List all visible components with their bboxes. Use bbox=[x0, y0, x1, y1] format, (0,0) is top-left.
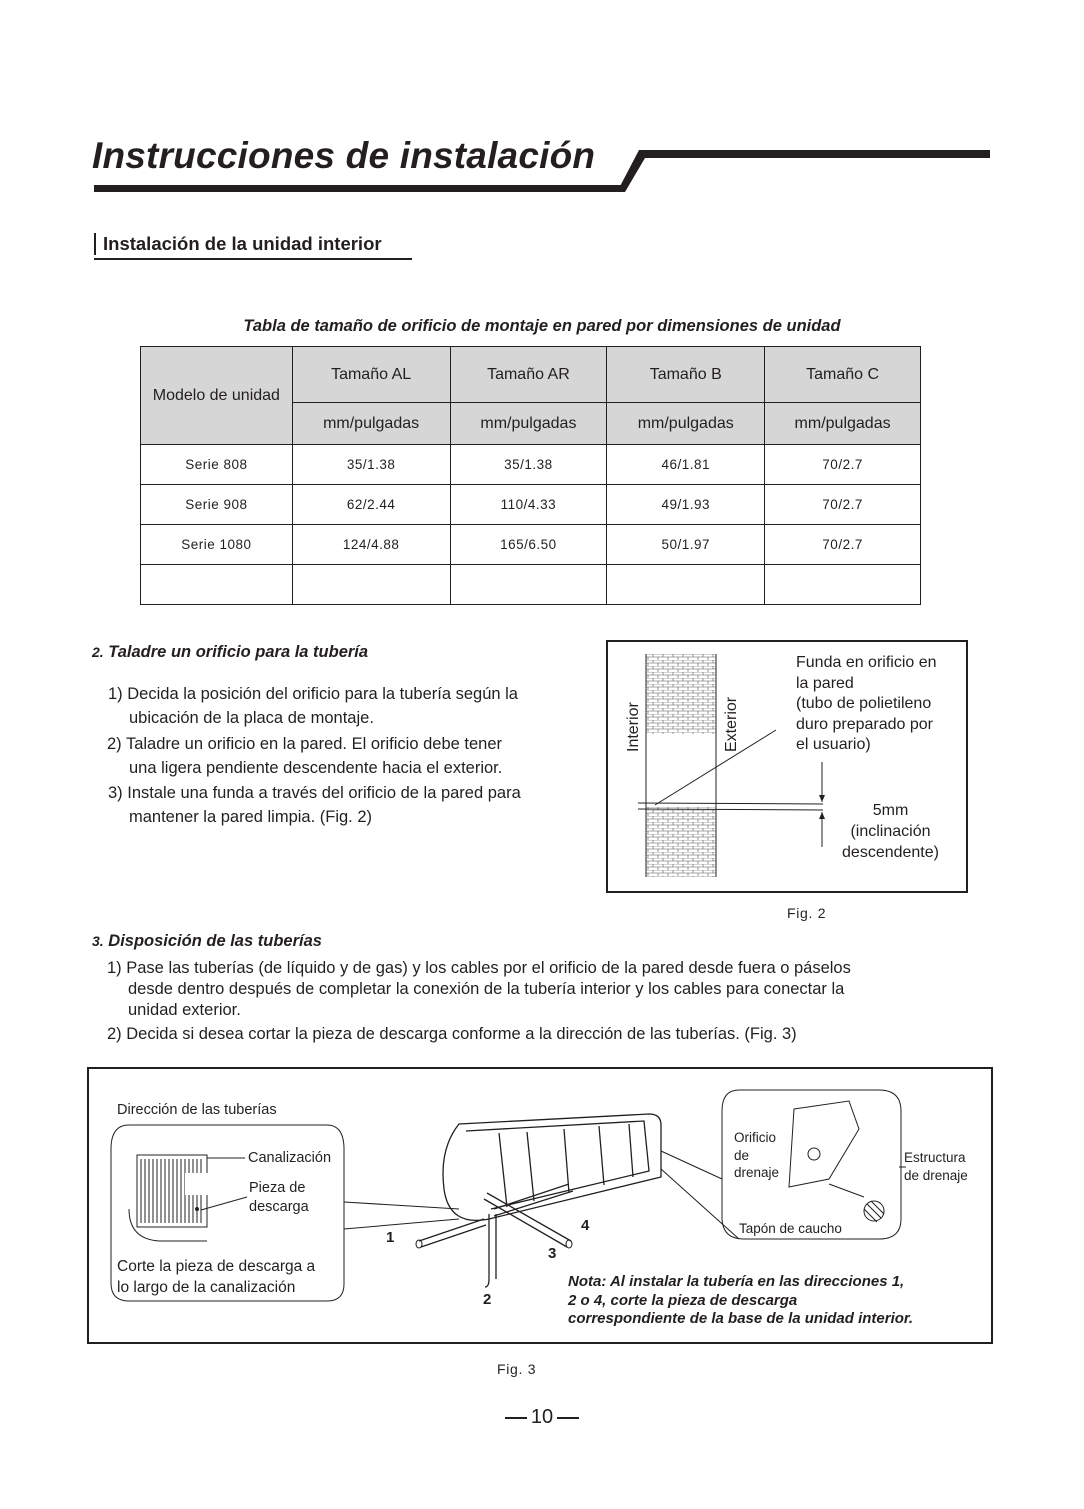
column-header: Tamaño AL bbox=[292, 347, 450, 403]
sleeve-label: Funda en orificio en la pared (tubo de polietileno duro preparado por el usuario) bbox=[796, 654, 937, 753]
page-number: 10 bbox=[0, 1406, 1084, 1429]
direction-4: 4 bbox=[581, 1217, 590, 1234]
step-title: Disposición de las tuberías bbox=[108, 932, 322, 950]
slope-label: 5mm (inclinación descendente) bbox=[842, 802, 939, 861]
value-cell: 35/1.38 bbox=[450, 445, 607, 485]
column-header: Tamaño C bbox=[765, 347, 921, 403]
step-number: 2. bbox=[92, 644, 104, 660]
step-title: Taladre un orificio para la tubería bbox=[108, 643, 369, 661]
section-heading: Instalación de la unidad interior bbox=[94, 233, 382, 255]
step3-line: 2) Decida si desea cortar la pieza de descarga conforme a la dirección de las tuberías. (Fig. 3) bbox=[107, 1025, 797, 1043]
fig3-note: Nota: Al instalar la tubería en las direcciones 1, 2 o 4, corte la pieza de descarga correspondiente de la base de la unidad interior. bbox=[568, 1273, 914, 1327]
value-cell: 50/1.97 bbox=[607, 525, 765, 565]
section-underline bbox=[94, 258, 412, 260]
step2-line: 1) Decida la posición del orificio para la tubería según la bbox=[108, 685, 518, 703]
figure-3-pipe-directions bbox=[87, 1067, 993, 1344]
step2-line: mantener la pared limpia. (Fig. 2) bbox=[129, 808, 373, 826]
value-cell: 165/6.50 bbox=[450, 525, 607, 565]
step3-line: unidad exterior. bbox=[128, 1001, 241, 1019]
step3-line: 1) Pase las tuberías (de líquido y de gas) y los cables por el orificio de la pared desde fuera o páselos bbox=[107, 959, 851, 977]
interior-label: Interior bbox=[625, 702, 642, 752]
value-cell: 46/1.81 bbox=[607, 445, 765, 485]
title-underline bbox=[0, 0, 1084, 200]
column-header: Tamaño AR bbox=[450, 347, 607, 403]
value-cell: 35/1.38 bbox=[292, 445, 450, 485]
step3-line: desde dentro después de completar la conexión de la tubería interior y los cables para conectar la bbox=[128, 980, 845, 998]
cut-note: Corte la pieza de descarga a lo largo de la canalización bbox=[117, 1258, 316, 1296]
unit-label: mm/pulgadas bbox=[292, 403, 450, 445]
table-row bbox=[141, 445, 921, 485]
unit-label: mm/pulgadas bbox=[765, 403, 921, 445]
column-header: Tamaño B bbox=[607, 347, 765, 403]
figure-2-wall-sleeve bbox=[606, 640, 968, 893]
step3-heading bbox=[92, 932, 322, 951]
table-row bbox=[141, 485, 921, 525]
channel-label: Canalización bbox=[248, 1150, 332, 1166]
rubber-plug-label: Tapón de caucho bbox=[739, 1221, 842, 1236]
table-caption: Tabla de tamaño de orificio de montaje en pared por dimensiones de unidad bbox=[243, 317, 841, 335]
wall-hole-size-table bbox=[140, 346, 921, 605]
value-cell: 70/2.7 bbox=[765, 445, 921, 485]
model-cell: Serie 1080 bbox=[141, 525, 293, 565]
step2-heading bbox=[92, 643, 368, 662]
step-number: 3. bbox=[92, 933, 104, 949]
figure-2-caption: Fig. 2 bbox=[787, 905, 827, 921]
table-row bbox=[141, 525, 921, 565]
direction-2: 2 bbox=[483, 1291, 492, 1308]
model-cell: Serie 808 bbox=[141, 445, 293, 485]
direction-3: 3 bbox=[548, 1245, 557, 1262]
table-row-empty bbox=[141, 565, 921, 605]
value-cell: 49/1.93 bbox=[607, 485, 765, 525]
value-cell: 62/2.44 bbox=[292, 485, 450, 525]
discharge-piece-label: Pieza de descarga bbox=[249, 1180, 309, 1215]
direction-1: 1 bbox=[386, 1229, 395, 1246]
figure-3-caption: Fig. 3 bbox=[497, 1361, 537, 1377]
step2-line: ubicación de la placa de montaje. bbox=[129, 709, 374, 727]
value-cell: 70/2.7 bbox=[765, 485, 921, 525]
drain-hole-label: Orificio de drenaje bbox=[734, 1130, 780, 1180]
direction-title: Dirección de las tuberías bbox=[117, 1102, 277, 1118]
page-title: Instrucciones de instalación bbox=[92, 135, 596, 176]
model-cell: Serie 908 bbox=[141, 485, 293, 525]
unit-label: mm/pulgadas bbox=[450, 403, 607, 445]
step2-line: 3) Instale una funda a través del orificio de la pared para bbox=[108, 784, 521, 802]
model-header: Modelo de unidad bbox=[141, 347, 293, 445]
step2-line: una ligera pendiente descendente hacia el exterior. bbox=[129, 759, 503, 777]
value-cell: 110/4.33 bbox=[450, 485, 607, 525]
step2-line: 2) Taladre un orificio en la pared. El orificio debe tener bbox=[107, 735, 503, 753]
value-cell: 124/4.88 bbox=[292, 525, 450, 565]
unit-label: mm/pulgadas bbox=[607, 403, 765, 445]
drain-structure-label: Estructura de drenaje bbox=[904, 1150, 968, 1183]
value-cell: 70/2.7 bbox=[765, 525, 921, 565]
exterior-label: Exterior bbox=[723, 696, 740, 752]
